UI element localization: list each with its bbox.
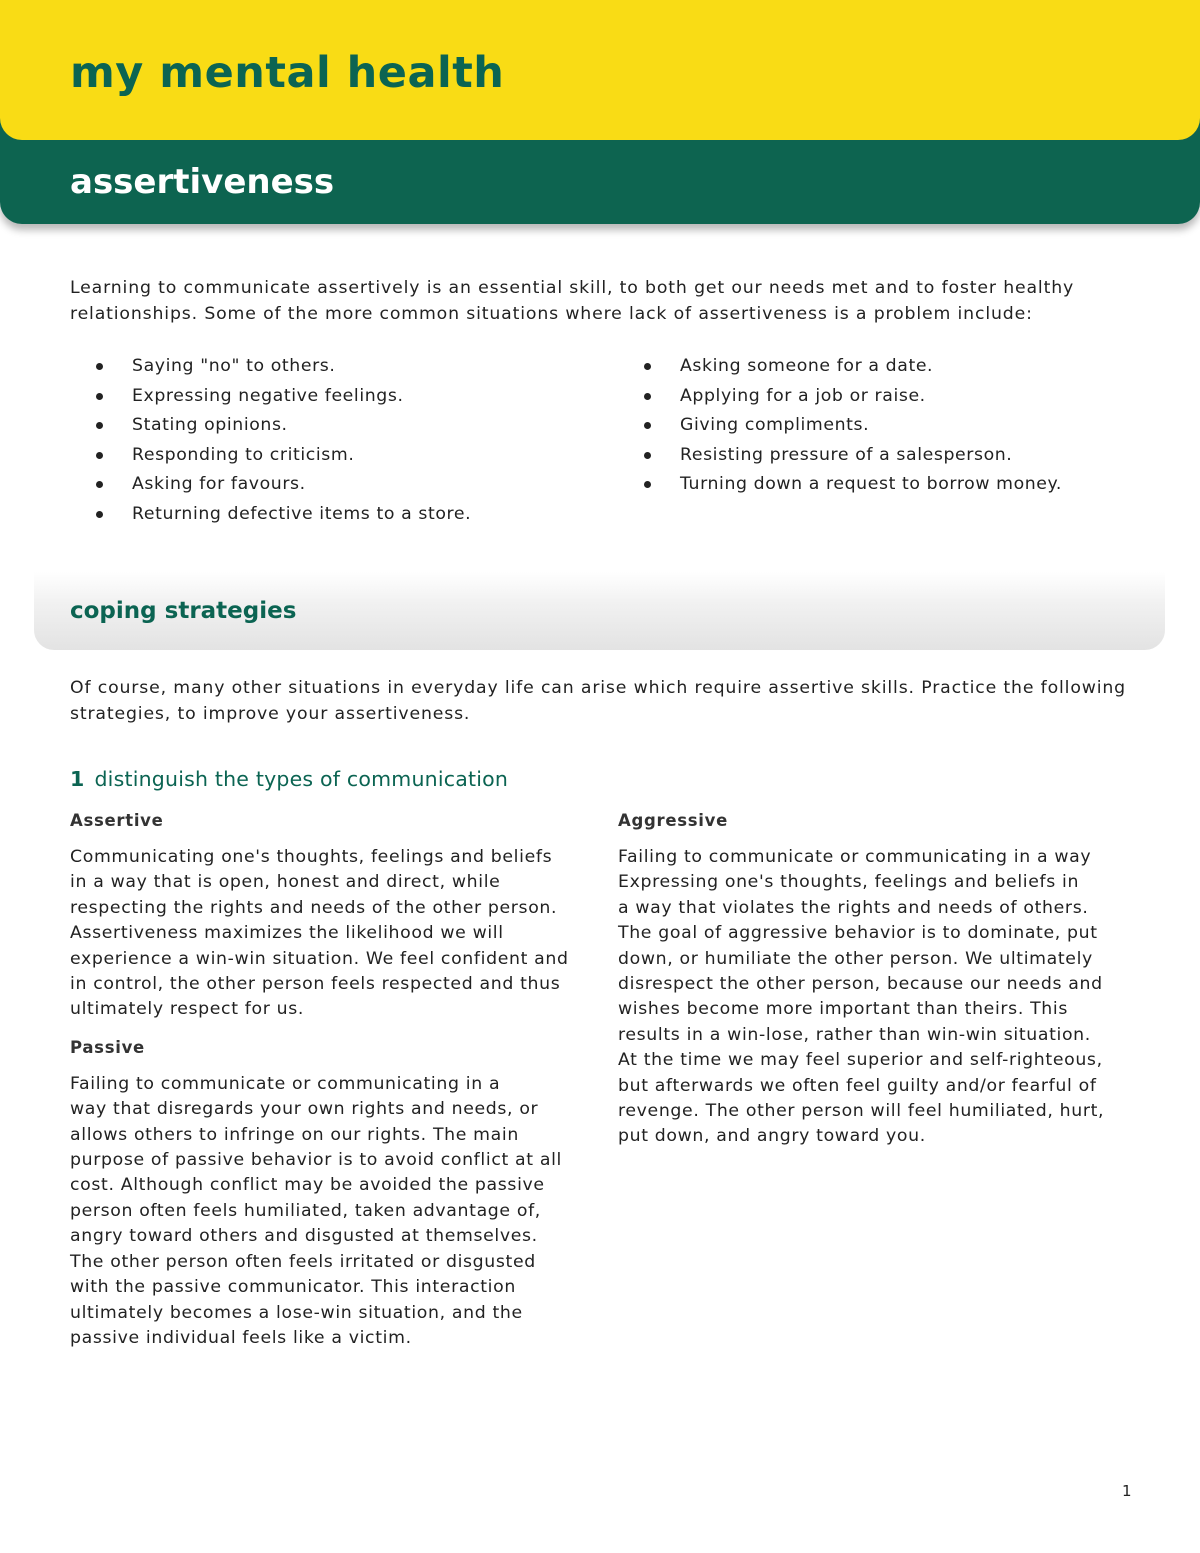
page-number: 1: [1122, 1482, 1132, 1500]
communication-column-right: [618, 810, 1138, 1150]
page-title: assertiveness: [70, 162, 335, 202]
bullet-icon: [644, 481, 651, 488]
term-passive: Passive: [70, 1037, 145, 1057]
list-item: Applying for a job or raise.: [644, 382, 1164, 412]
bullet-icon: [644, 422, 651, 429]
bullet-icon: [644, 452, 651, 459]
strategy-heading: [70, 769, 508, 790]
bullet-icon: [644, 363, 651, 370]
definition-passive: Failing to communicate or communicating in a way that disregards your own rights and needs, or allows others to infringe on our rights. The main purpose of passive behavior is to avoid conflict at all cost. Although conflict may be avoided the passive person often feels humiliated, taken advantage of, angry toward others and disgusted at themselves. The other person often feels irritated or disgusted with the passive communicator. This interaction ultimately becomes a lose-win situation, and the passive individual feels like a victim.: [70, 1073, 562, 1348]
bullet-icon: [96, 422, 103, 429]
strategy-intro-paragraph: Of course, many other situations in everyday life can arise which require assertive skills. Practice the following strategies, to improve your assertiveness.: [70, 678, 1126, 724]
situations-list-right: [644, 352, 1164, 500]
list-item: Returning defective items to a store.: [96, 500, 596, 530]
communication-column-left: [70, 810, 570, 1351]
list-item: Saying "no" to others.: [96, 352, 596, 382]
list-item: Giving compliments.: [644, 411, 1164, 441]
strategy-number: 1: [70, 767, 85, 791]
list-item: Stating opinions.: [96, 411, 596, 441]
list-item: Turning down a request to borrow money.: [644, 470, 1164, 500]
list-item: Asking for favours.: [96, 470, 596, 500]
bullet-icon: [644, 393, 651, 400]
brand-title: my mental health: [70, 48, 505, 98]
bullet-icon: [96, 393, 103, 400]
list-item: Asking someone for a date.: [644, 352, 1164, 382]
bullet-icon: [96, 452, 103, 459]
intro-paragraph: Learning to communicate assertively is an essential skill, to both get our needs met and to foster healthy relationships. Some of the more common situations where lack of assertiveness is a problem include:: [70, 278, 1075, 324]
list-item: Expressing negative feelings.: [96, 382, 596, 412]
list-item: Responding to criticism.: [96, 441, 596, 471]
term-assertive: Assertive: [70, 811, 164, 830]
section-title: coping strategies: [70, 598, 297, 624]
bullet-icon: [96, 481, 103, 488]
strategy-title: distinguish the types of communication: [94, 767, 509, 791]
list-item: Resisting pressure of a salesperson.: [644, 441, 1164, 471]
bullet-icon: [96, 363, 103, 370]
term-aggressive: Aggressive: [618, 811, 728, 830]
situations-list-left: [96, 352, 596, 529]
definition-assertive: Communicating one's thoughts, feelings and beliefs in a way that is open, honest and direct, while respecting the rights and needs of the other person. Assertiveness maximizes the likelihood we will experience a win-win situation. We feel confident and in control, the other person feels respected and thus ultimately respect for us.: [70, 847, 569, 1020]
section-header-band: [34, 572, 1165, 650]
definition-aggressive: Failing to communicate or communicating in a way Expressing one's thoughts, feelings and beliefs in a way that violates the rights and needs of others. The goal of aggressive behavior is to dominate, put down, or humiliate the other person. We ultimately disrespect the other person, because our needs and wishes become more important than theirs. This results in a win-lose, rather than win-win situation. At the time we may feel superior and self-righteous, but afterwards we often feel guilty and/or fearful of revenge. The other person will feel humiliated, hurt, put down, and angry toward you.: [618, 847, 1105, 1147]
bullet-icon: [96, 511, 103, 518]
header-banner: [0, 0, 1200, 140]
